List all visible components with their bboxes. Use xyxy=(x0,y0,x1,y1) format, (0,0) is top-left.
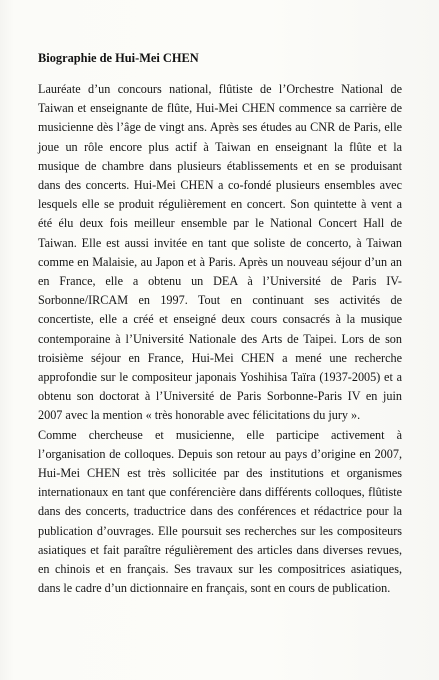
text-line: musique de chambre dans plusieurs établissements et en se produisant xyxy=(38,158,402,173)
text-line: l’organisation de colloques. Depuis son retour au pays d’origine en 2007, xyxy=(38,446,402,461)
text-line: comme en Malaisie, au Japon et à Paris. Après un nouveau séjour d’un an xyxy=(38,254,402,269)
text-line: publication d’ouvrages. Elle poursuit ses recherches sur les compositeurs xyxy=(38,523,402,538)
text-line: Comme chercheuse et musicienne, elle participe activement à xyxy=(38,427,402,442)
text-line: troisième séjour en France, Hui-Mei CHEN a mené une recherche xyxy=(38,350,402,365)
text-line: dans le cadre d’un dictionnaire en français, sont en cours de publication. xyxy=(38,581,391,596)
text-line: dans des concerts. Hui-Mei CHEN a co-fondé plusieurs ensembles avec xyxy=(38,178,402,192)
document-title: Biographie de Hui-Mei CHEN xyxy=(38,51,199,65)
text-line: dans des concerts, traductrice dans des conférences et rédactrice pour la xyxy=(38,504,402,519)
text-line: concertiste, elle a créé et enseigné deux cours consacrés à la musique xyxy=(38,312,402,327)
text-line: Taiwan. Elle est aussi invitée en tant que soliste de concerto, à Taiwan xyxy=(38,235,402,250)
text-line: Hui-Mei CHEN est très sollicitée par des institutions et organismes xyxy=(38,466,402,480)
text-line: approfondie sur le compositeur japonais Yoshihisa Taïra (1937-2005) et a xyxy=(38,370,402,384)
text-line: Sorbonne/IRCAM en 1997. Tout en continuant ses activités de xyxy=(38,293,402,308)
text-line: joue un rôle encore plus actif à Taiwan en enseignant la flûte et la xyxy=(38,139,402,154)
text-line: obtenu son doctorat à l’Université de Paris Sorbonne-Paris IV en juin xyxy=(38,389,402,404)
text-line: en France, elle a obtenu un DEA à l’Université de Paris IV- xyxy=(38,274,402,288)
text-line: asiatiques et fait paraître régulièrement des articles dans diverses revues, xyxy=(38,542,402,557)
text-line: contemporaine à l’Université Nationale des Arts de Taipei. Lors de son xyxy=(38,331,402,346)
text-line: 2007 avec la mention « très honorable avec félicitations du jury ». xyxy=(38,408,361,423)
text-line: en chinois et en français. Ses travaux sur les compositrices asiatiques, xyxy=(38,562,402,576)
text-line: été élu deux fois meilleur ensemble par le National Concert Hall de xyxy=(38,216,402,231)
text-line: internationaux en tant que conférencière dans différents colloques, flûtiste xyxy=(38,485,402,500)
text-line: lesquels elle se produit régulièrement en concert. Son quintette à vent a xyxy=(38,197,402,212)
text-line: Lauréate d’un concours national, flûtiste de l’Orchestre National de xyxy=(38,82,402,96)
text-line: Taiwan et enseignante de flûte, Hui-Mei CHEN commence sa carrière de xyxy=(38,101,402,116)
text-line: musicienne dès l’âge de vingt ans. Après ses études au CNR de Paris, elle xyxy=(38,120,402,135)
